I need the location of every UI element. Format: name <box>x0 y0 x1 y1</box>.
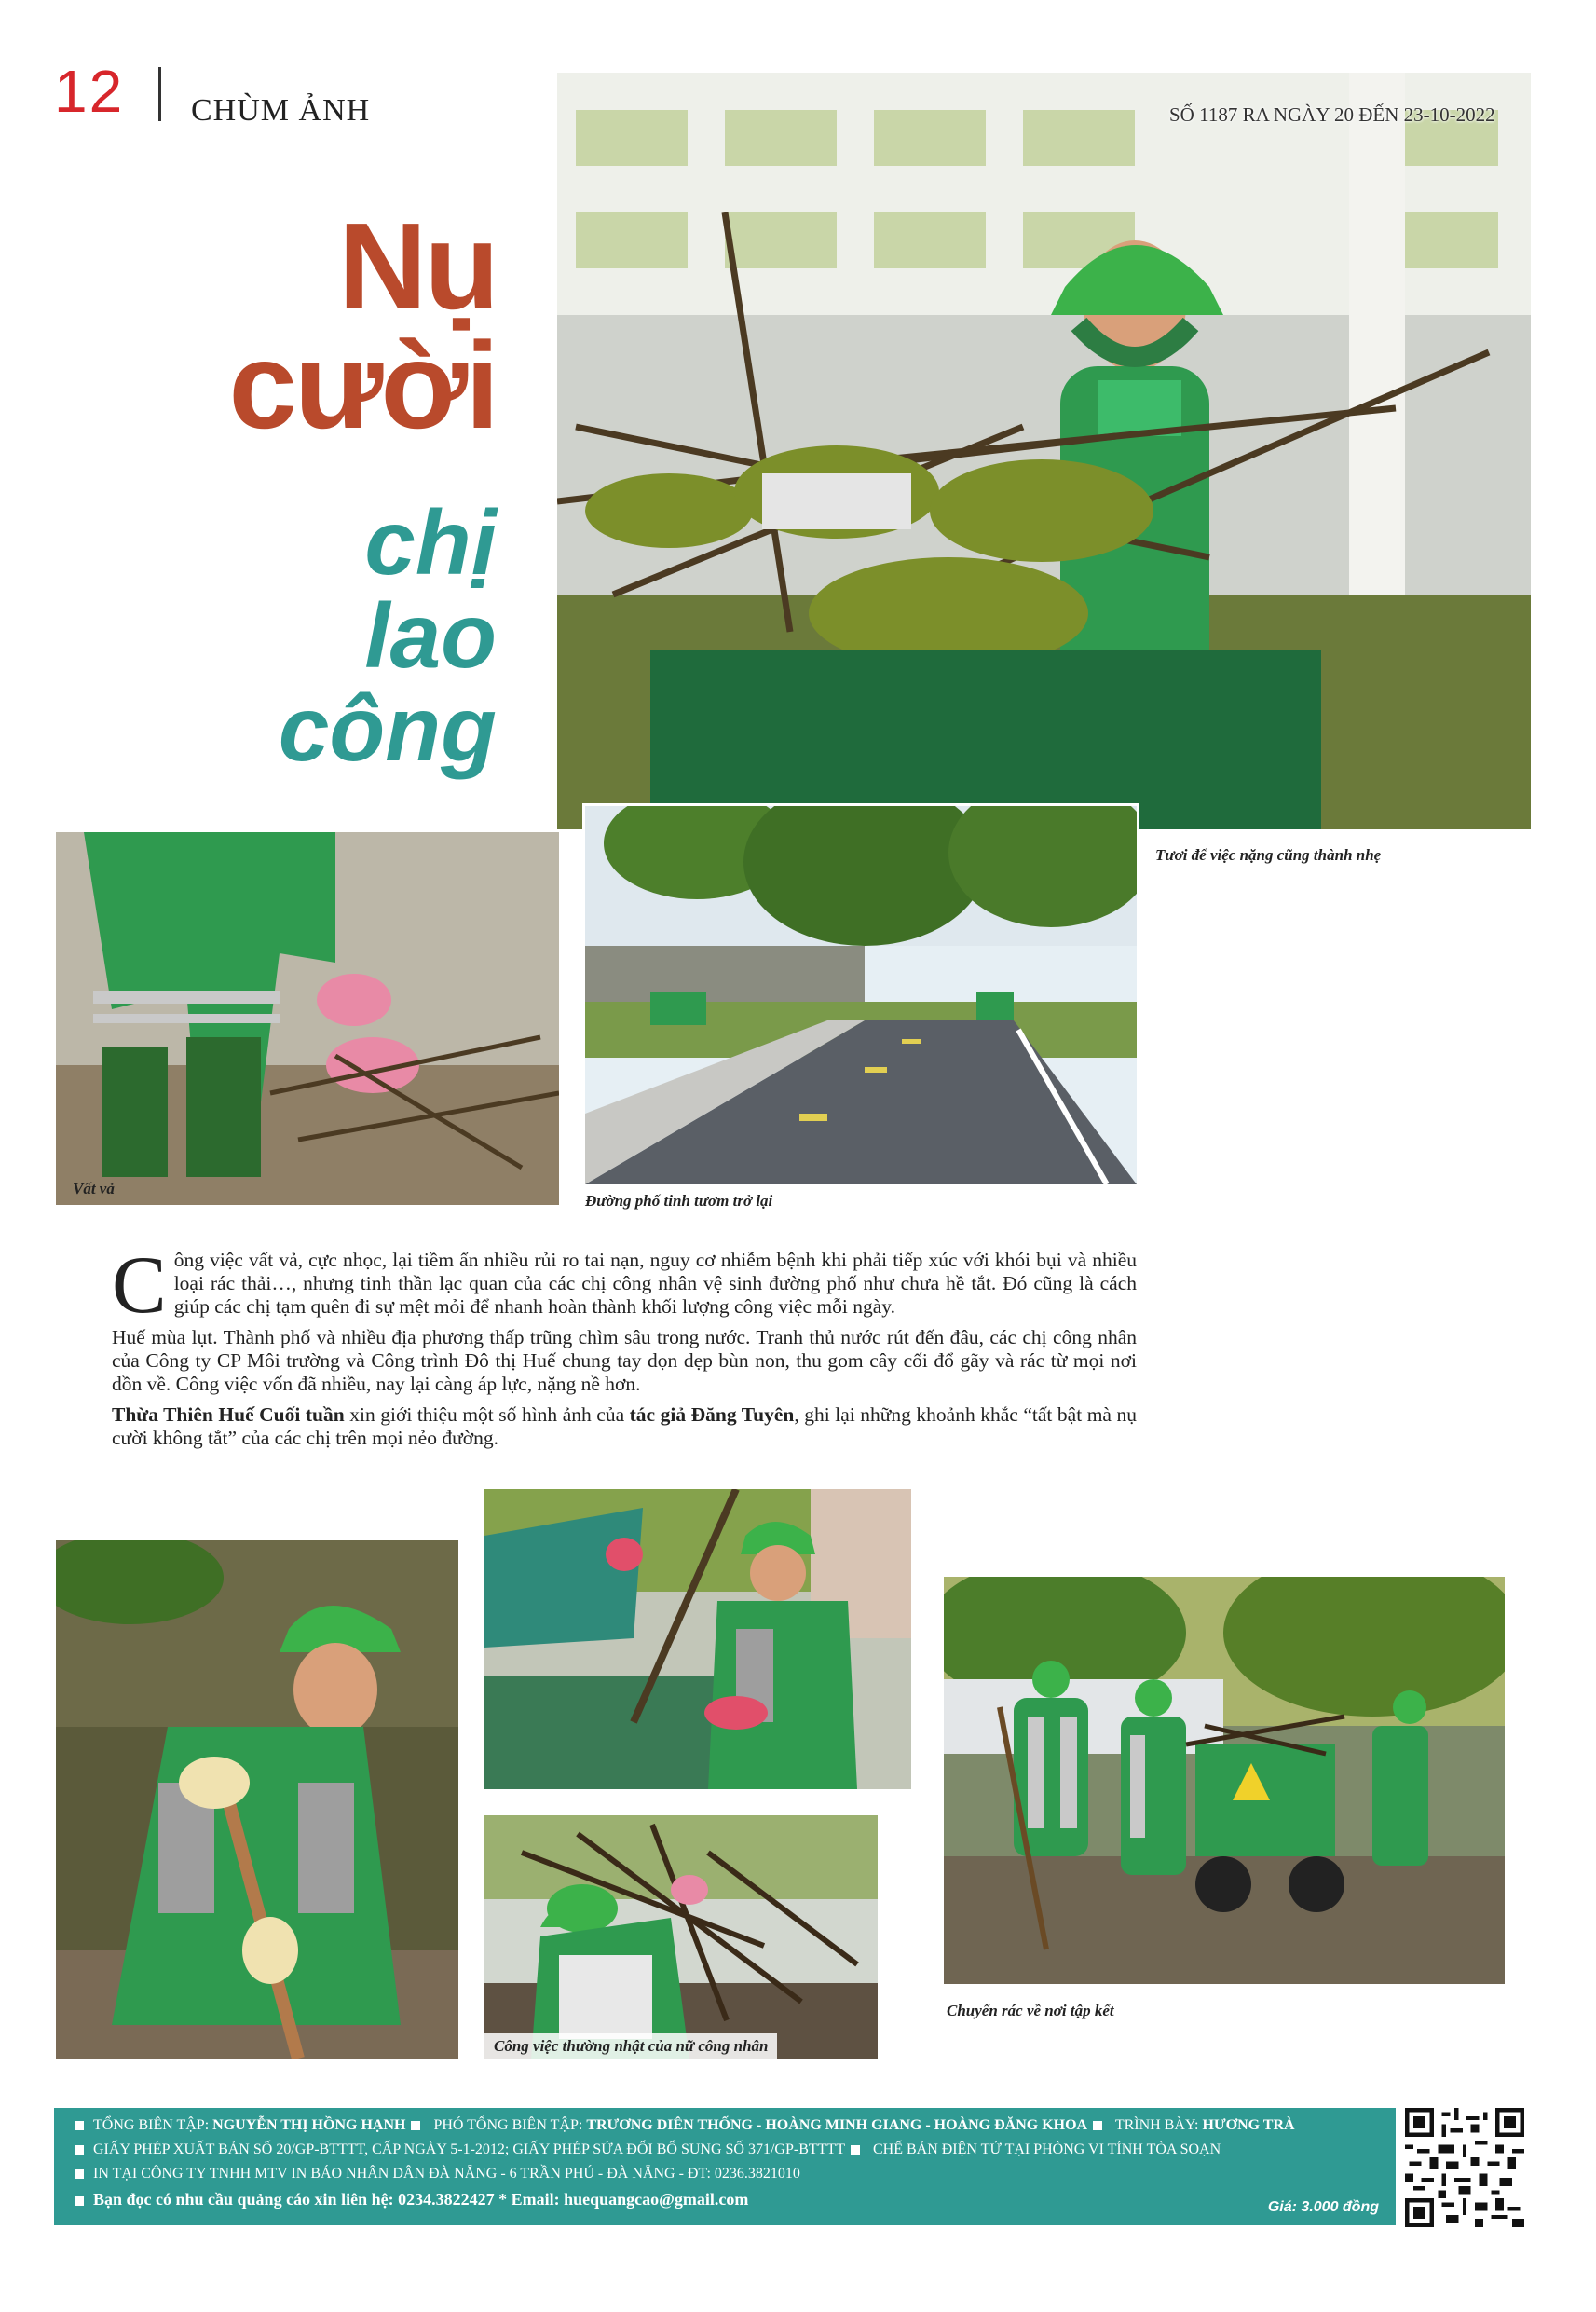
intro-text <box>112 1240 1137 1457</box>
headline-line-2: cười <box>228 317 497 454</box>
intro-paragraph-2: Huế mùa lụt. Thành phố và nhiều địa phương thấp trũng chìm sâu trong nước. Tranh thủ nước rút đến đâu, các chị công nhân của Công ty CP Môi trường và Công trình Đô thị Huế chung tay dọn dẹp bùn non, thu gom cây cối đổ gãy và rác từ mọi nơi dồn về. Công việc vốn đã nhiều, nay lại càng áp lực, nặng nề hơn. <box>112 1326 1137 1395</box>
caption-daily: Công việc thường nhật của nữ công nhân <box>484 2033 777 2059</box>
price: Giá: 3.000 đồng <box>1267 2199 1379 2215</box>
photo-cart <box>944 1577 1505 1984</box>
qr-code <box>1405 2108 1524 2227</box>
headline-line-1: Nụ <box>338 198 497 335</box>
main-photo <box>557 73 1531 829</box>
photo-branches <box>484 1815 878 2059</box>
section-label: CHÙM ẢNH <box>191 93 371 128</box>
caption-main: Tươi để việc nặng cũng thành nhẹ <box>1155 846 1382 864</box>
headline-red <box>228 198 497 454</box>
footer-credits <box>54 2108 1396 2225</box>
headline-teal <box>278 491 497 780</box>
page-number: 12 <box>54 58 125 125</box>
intro-paragraph-1: Công việc vất vả, cực nhọc, lại tiềm ẩn nhiều rủi ro tai nạn, nguy cơ nhiễm bệnh khi phải tiếp xúc với khói bụi và nhiều loại rác thải…, nhưng tinh thần lạc quan của các chị công nhân vệ sinh đường phố như chưa hề tắt. Đó cũng là cách giúp các chị tạm quên đi sự mệt mỏi để nhanh hoàn thành khối lượng công việc mỗi ngày. <box>112 1240 1137 1331</box>
photo-bags <box>484 1489 911 1789</box>
intro-paragraph-3: Thừa Thiên Huế Cuối tuần xin giới thiệu một số hình ảnh của tác giả Đăng Tuyên, ghi lại những khoảnh khắc “tất bật mà nụ cười không tắt” của các chị trên mọi nẻo đường. <box>112 1403 1137 1449</box>
header-separator <box>158 67 161 121</box>
footer-line-2: GIẤY PHÉP XUẤT BẢN SỐ 20/GP-BTTTT, CẤP NGÀY 5-1-2012; GIẤY PHÉP SỬA ĐỔI BỔ SUNG SỐ 371/GP-BTTTT CHẾ BẢN ĐIỆN TỬ TẠI PHÒNG VI TÍNH TÒA SOẠN <box>75 2141 1221 2158</box>
issue-info: SỐ 1187 RA NGÀY 20 ĐẾN 23-10-2022 <box>1169 103 1495 126</box>
caption-transport: Chuyển rác về nơi tập kết <box>947 2002 1114 2019</box>
footer-line-4: Bạn đọc có nhu cầu quảng cáo xin liên hệ: 0234.3822427 * Email: huequangcao@gmail.com <box>75 2190 748 2209</box>
dropcap: C <box>112 1240 167 1331</box>
headline-line-4: lao <box>364 584 497 687</box>
headline-line-3: chị <box>364 491 497 594</box>
caption-street: Đường phố tinh tươm trở lại <box>585 1192 773 1210</box>
headline-line-5: công <box>278 677 497 780</box>
footer-line-1: TỔNG BIÊN TẬP: NGUYỄN THỊ HỒNG HẠNH PHÓ TỔNG BIÊN TẬP: TRƯƠNG DIÊN THỐNG - HOÀNG MINH GIANG - HOÀNG ĐĂNG KHOA TRÌNH BÀY: HƯƠNG TRÀ <box>75 2117 1295 2134</box>
photo-vat-va <box>56 832 559 1205</box>
photo-street <box>582 803 1139 1187</box>
caption-vat-va: Vất vả <box>73 1180 115 1197</box>
footer-line-3: IN TẠI CÔNG TY TNHH MTV IN BÁO NHÂN DÂN ĐÀ NẴNG - 6 TRẦN PHÚ - ĐÀ NẴNG - ĐT: 0236.3821010 <box>75 2166 800 2182</box>
photo-raking <box>56 1540 458 2059</box>
